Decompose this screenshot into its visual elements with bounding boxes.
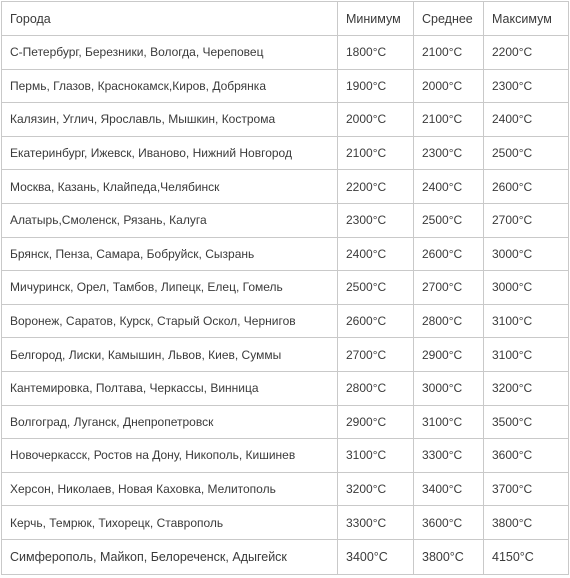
avg-cell: 3000°C (414, 371, 484, 405)
city-cell: Брянск, Пенза, Самара, Бобруйск, Сызрань (2, 237, 338, 271)
avg-cell: 3400°C (414, 472, 484, 506)
avg-cell: 2100°C (414, 103, 484, 137)
avg-cell: 2600°C (414, 237, 484, 271)
max-cell: 2200°C (484, 36, 569, 70)
table-row (2, 371, 569, 405)
table-row (2, 69, 569, 103)
max-cell: 3000°C (484, 237, 569, 271)
avg-cell: 3100°C (414, 405, 484, 439)
min-cell: 3400°C (338, 539, 414, 574)
max-cell: 2400°C (484, 103, 569, 137)
min-cell: 3200°C (338, 472, 414, 506)
avg-cell: 2000°C (414, 69, 484, 103)
city-cell: Кантемировка, Полтава, Черкассы, Винница (2, 371, 338, 405)
min-cell: 2500°C (338, 271, 414, 305)
min-cell: 2900°C (338, 405, 414, 439)
min-cell: 1900°C (338, 69, 414, 103)
min-cell: 3100°C (338, 439, 414, 473)
table-row (2, 539, 569, 574)
max-cell: 2500°C (484, 136, 569, 170)
city-cell: Белгород, Лиски, Камышин, Львов, Киев, Суммы (2, 338, 338, 372)
max-cell: 3600°C (484, 439, 569, 473)
avg-cell: 2400°C (414, 170, 484, 204)
table-row (2, 36, 569, 70)
min-cell: 2700°C (338, 338, 414, 372)
table-row (2, 506, 569, 540)
avg-cell: 3800°C (414, 539, 484, 574)
avg-cell: 2300°C (414, 136, 484, 170)
avg-cell: 2100°C (414, 36, 484, 70)
max-cell: 3100°C (484, 304, 569, 338)
max-cell: 3200°C (484, 371, 569, 405)
city-cell: Херсон, Николаев, Новая Каховка, Мелитополь (2, 472, 338, 506)
city-cell: С-Петербург, Березники, Вологда, Череповец (2, 36, 338, 70)
header-row (2, 2, 569, 36)
avg-cell: 2900°C (414, 338, 484, 372)
table-row (2, 472, 569, 506)
min-cell: 2800°C (338, 371, 414, 405)
table-row (2, 237, 569, 271)
header-average: Среднее (414, 2, 484, 36)
avg-cell: 3600°C (414, 506, 484, 540)
city-cell: Алатырь,Смоленск, Рязань, Калуга (2, 203, 338, 237)
header-maximum: Максимум (484, 2, 569, 36)
table-row (2, 439, 569, 473)
min-cell: 2100°C (338, 136, 414, 170)
city-cell: Москва, Казань, Клайпеда,Челябинск (2, 170, 338, 204)
table-body (2, 36, 569, 575)
avg-cell: 3300°C (414, 439, 484, 473)
max-cell: 3000°C (484, 271, 569, 305)
city-cell: Екатеринбург, Ижевск, Иваново, Нижний Новгород (2, 136, 338, 170)
max-cell: 3500°C (484, 405, 569, 439)
city-cell: Калязин, Углич, Ярославль, Мышкин, Кострома (2, 103, 338, 137)
max-cell: 3800°C (484, 506, 569, 540)
min-cell: 1800°C (338, 36, 414, 70)
header-minimum: Минимум (338, 2, 414, 36)
header-cities: Города (2, 2, 338, 36)
city-cell: Керчь, Темрюк, Тихорецк, Ставрополь (2, 506, 338, 540)
min-cell: 2600°C (338, 304, 414, 338)
city-cell: Пермь, Глазов, Краснокамск,Киров, Добрянка (2, 69, 338, 103)
max-cell: 2300°C (484, 69, 569, 103)
table-row (2, 170, 569, 204)
avg-cell: 2800°C (414, 304, 484, 338)
max-cell: 4150°C (484, 539, 569, 574)
max-cell: 2700°C (484, 203, 569, 237)
table-row (2, 338, 569, 372)
avg-cell: 2500°C (414, 203, 484, 237)
table-header (2, 2, 569, 36)
min-cell: 3300°C (338, 506, 414, 540)
min-cell: 2200°C (338, 170, 414, 204)
city-cell: Мичуринск, Орел, Тамбов, Липецк, Елец, Гомель (2, 271, 338, 305)
city-cell: Воронеж, Саратов, Курск, Старый Оскол, Чернигов (2, 304, 338, 338)
max-cell: 3700°C (484, 472, 569, 506)
table-row (2, 136, 569, 170)
min-cell: 2400°C (338, 237, 414, 271)
city-cell: Волгоград, Луганск, Днепропетровск (2, 405, 338, 439)
min-cell: 2300°C (338, 203, 414, 237)
table-row (2, 304, 569, 338)
temperature-table (1, 1, 569, 575)
max-cell: 2600°C (484, 170, 569, 204)
city-cell: Новочеркасск, Ростов на Дону, Никополь, Кишинев (2, 439, 338, 473)
avg-cell: 2700°C (414, 271, 484, 305)
table-row (2, 405, 569, 439)
min-cell: 2000°C (338, 103, 414, 137)
table-row (2, 203, 569, 237)
table-row (2, 271, 569, 305)
table-row (2, 103, 569, 137)
max-cell: 3100°C (484, 338, 569, 372)
city-cell: Симферополь, Майкоп, Белореченск, Адыгейск (2, 539, 338, 574)
